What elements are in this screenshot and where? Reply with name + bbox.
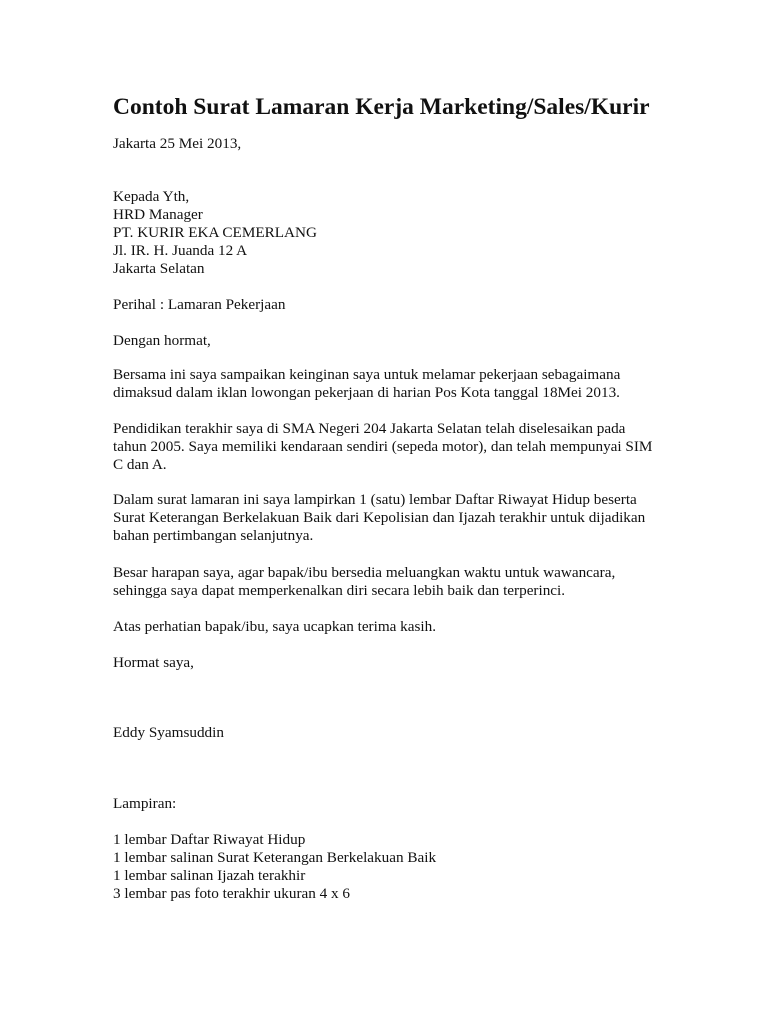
paragraph-line: C dan A. [113, 456, 167, 473]
paragraph-line: bahan pertimbangan selanjutnya. [113, 527, 314, 544]
attachments-heading: Lampiran: [113, 795, 177, 812]
attachment-item: 1 lembar Daftar Riwayat Hidup [113, 831, 306, 848]
paragraph-line: Bersama ini saya sampaikan keinginan saya untuk melamar pekerjaan sebagaimana [113, 366, 621, 383]
recipient-line: PT. KURIR EKA CEMERLANG [113, 224, 317, 241]
attachment-item: 3 lembar pas foto terakhir ukuran 4 x 6 [113, 885, 351, 902]
page-title: Contoh Surat Lamaran Kerja Marketing/Sales/Kurir [113, 94, 650, 120]
paragraph-line: Pendidikan terakhir saya di SMA Negeri 204 Jakarta Selatan telah diselesaikan pada [113, 420, 626, 437]
recipient-line: Jl. IR. H. Juanda 12 A [113, 242, 248, 259]
letter-date: Jakarta 25 Mei 2013, [113, 135, 242, 152]
letter-greeting: Dengan hormat, [113, 332, 211, 349]
letter-closing: Hormat saya, [113, 654, 194, 671]
signature-name: Eddy Syamsuddin [113, 724, 224, 741]
recipient-line: HRD Manager [113, 206, 203, 223]
paragraph-line: Atas perhatian bapak/ibu, saya ucapkan terima kasih. [113, 618, 437, 635]
recipient-line: Jakarta Selatan [113, 260, 205, 277]
paragraph-line: sehingga saya dapat memperkenalkan diri secara lebih baik dan terperinci. [113, 582, 566, 599]
attachment-item: 1 lembar salinan Ijazah terakhir [113, 867, 306, 884]
letter-subject: Perihal : Lamaran Pekerjaan [113, 296, 286, 313]
paragraph-line: Besar harapan saya, agar bapak/ibu bersedia meluangkan waktu untuk wawancara, [113, 564, 616, 581]
paragraph-line: Dalam surat lamaran ini saya lampirkan 1 (satu) lembar Daftar Riwayat Hidup beserta [113, 491, 637, 508]
paragraph-line: dimaksud dalam iklan lowongan pekerjaan di harian Pos Kota tanggal 18Mei 2013. [113, 384, 620, 401]
paragraph-line: Surat Keterangan Berkelakuan Baik dari Kepolisian dan Ijazah terakhir untuk dijadikan [113, 509, 646, 526]
recipient-line: Kepada Yth, [113, 188, 190, 205]
attachment-item: 1 lembar salinan Surat Keterangan Berkelakuan Baik [113, 849, 437, 866]
paragraph-line: tahun 2005. Saya memiliki kendaraan sendiri (sepeda motor), dan telah mempunyai SIM [113, 438, 653, 455]
